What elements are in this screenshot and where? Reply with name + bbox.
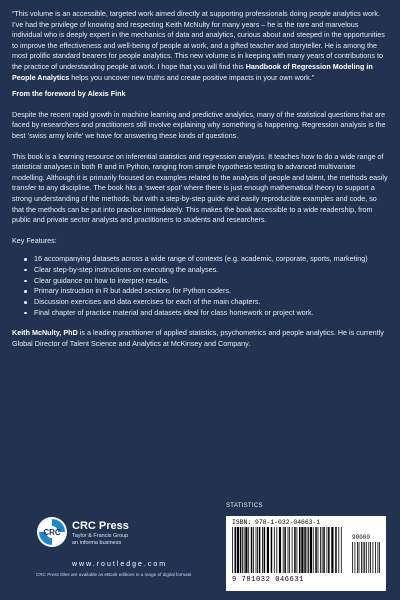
barcode-bar [297, 527, 298, 573]
author-bio [12, 328, 388, 349]
barcode-bar [245, 527, 247, 573]
barcode-bar [366, 542, 367, 573]
key-feature-item: Final chapter of practice material and datasets ideal for class homework or project work. [24, 308, 388, 318]
barcode-bar [307, 527, 308, 573]
barcode-bar [271, 527, 273, 573]
crc-logo-text: CRC [43, 528, 61, 537]
key-feature-item: Primary instruction in R but added sections for Python coders. [24, 286, 388, 296]
barcode-bar [308, 527, 309, 573]
barcode-bar [313, 527, 314, 573]
barcode-bar [279, 527, 281, 573]
isbn-label: ISBN: 978-1-032-04663-1 [232, 519, 321, 526]
key-features-list [12, 254, 388, 318]
barcode-bar [292, 527, 293, 573]
barcode-bar [301, 527, 303, 573]
isbn-barcode [232, 527, 342, 573]
barcode-bar [352, 542, 353, 573]
barcode-bar [373, 542, 374, 573]
author-name: Keith McNulty, PhD [12, 328, 78, 337]
barcode-bar [379, 542, 380, 573]
barcode-bar [363, 542, 364, 573]
barcode-bar [289, 527, 290, 573]
barcode-bar [357, 542, 358, 573]
key-features-title: Key Features: [12, 235, 57, 245]
barcode-bar [364, 542, 365, 573]
barcode-bar [274, 527, 275, 573]
barcode-bar [304, 527, 306, 573]
barcode-bar [338, 527, 339, 573]
publisher-group: Taylor & Francis Group [72, 533, 129, 539]
endorsement-quote [12, 9, 388, 83]
key-feature-item: Discussion exercises and data exercises for each of the main chapters. [24, 297, 388, 307]
crc-logo-icon [36, 516, 68, 548]
barcode-bar [262, 527, 263, 573]
barcode-bar [248, 527, 249, 573]
barcode-bar [341, 527, 342, 573]
price-code: 90000 [352, 534, 371, 541]
barcode-bar [320, 527, 321, 573]
key-feature-item: Clear step-by-step instructions on executing the analyses. [24, 265, 388, 275]
quote-text-end: helps you uncover new truths and create positive impacts in your own work.” [69, 72, 315, 82]
quote-text: “This volume is an accessible, targeted work aimed directly at supporting professionals doing people analytics work. I’ve had the privilege of knowing and respecting Keith McNulty for many years – he is the rare and marvelous individual who is deeply expert in the mechanics of data and analytics, curious about and steeped in the opportunities to improve the effectiveness and well-being of people at work, and a gifted teacher and storyteller. He is among the most prolific standard bearers for people analytics. This new volume is in keeping with many years of contributions to the practice of understanding people at work. I hope that you will find this [12, 9, 385, 71]
barcode-bar [284, 527, 286, 573]
description-paragraph-2: This book is a learning resource on inferential statistics and regression analysis. It teaches how to do a wide range of statistical analyses in both R and in Python, ranging from simple hypothesis testing to advanced multivariate modelling. Although it is primarily focused on examples related to the analysis of people and talent, the methods easily transfer to any discipline. The book hits a ‘sweet spot’ where there is just enough mathematical theory to support a strong understanding of the methods, but with a step-by-step guide and easily reproducible examples and code, so that the methods can be put into practice immediately. This makes the book accessible to a wide readership, from public and private sector analysts and practitioners to students and researchers. [12, 151, 388, 225]
barcode-bar [375, 542, 376, 573]
barcode-bar [323, 527, 325, 573]
barcode-bar [251, 527, 253, 573]
ean-digits: 9 781032 046631 [232, 576, 305, 584]
barcode-bar [335, 527, 337, 573]
ebook-note: CRC Press titles are available as eBook editions in a range of digital formats [36, 572, 192, 577]
barcode-bar [242, 527, 243, 573]
barcode-block [226, 516, 386, 591]
description-paragraph-1: Despite the recent rapid growth in machine learning and predictive analytics, many of the statistical questions that are faced by researchers and practitioners still involve explaining why something is happening. Regression analysis is the best ‘swiss army knife’ we have for answering these kinds of questions. [12, 109, 386, 140]
publisher-url: www.routledge.com [72, 561, 168, 568]
barcode-bar [327, 527, 328, 573]
publisher-block [36, 516, 206, 566]
barcode-bar [257, 527, 258, 573]
barcode-bar [276, 527, 277, 573]
barcode-bar [315, 527, 317, 573]
barcode-bar [240, 527, 242, 573]
barcode-bar [359, 542, 360, 573]
barcode-bar [355, 542, 356, 573]
key-feature-item: 16 accompanying datasets across a wide range of contexts (e.g. academic, corporate, sports, marketing) [24, 254, 388, 264]
barcode-bar [318, 527, 319, 573]
barcode-bar [310, 527, 312, 573]
barcode-bar [288, 527, 289, 573]
publisher-business: an informa business [72, 540, 122, 546]
subject-category: STATISTICS [226, 503, 263, 509]
barcode-bar [232, 527, 233, 573]
barcode-bar [378, 542, 379, 573]
barcode-bar [259, 527, 261, 573]
barcode-bar [294, 527, 296, 573]
barcode-bar [244, 527, 245, 573]
barcode-bar [328, 527, 330, 573]
key-feature-item: Clear guidance on how to interpret results. [24, 276, 388, 286]
barcode-bar [256, 527, 257, 573]
barcode-bar [322, 527, 323, 573]
barcode-bar [283, 527, 284, 573]
barcode-bar [370, 542, 371, 573]
barcode-bar [299, 527, 301, 573]
barcode-bar [267, 527, 269, 573]
barcode-bar [235, 527, 237, 573]
cover-footer [0, 500, 400, 600]
publisher-name: CRC Press [72, 520, 129, 532]
barcode-bar [264, 527, 266, 573]
barcode-bar [253, 527, 254, 573]
barcode-bar [368, 542, 369, 573]
barcode-bar [331, 527, 333, 573]
barcode-bar [361, 542, 362, 573]
price-barcode [352, 542, 382, 573]
author-bio-text: is a leading practitioner of applied statistics, psychometrics and people analytics. He is currently Global Director of Talent Science and Analytics at McKinsey and Company. [12, 328, 384, 348]
quote-book-title: Handbook of Regression Modeling in People Analytics [12, 61, 373, 82]
foreword-attribution: From the foreword by Alexis Fink [12, 89, 126, 99]
barcode-bar [237, 527, 239, 573]
